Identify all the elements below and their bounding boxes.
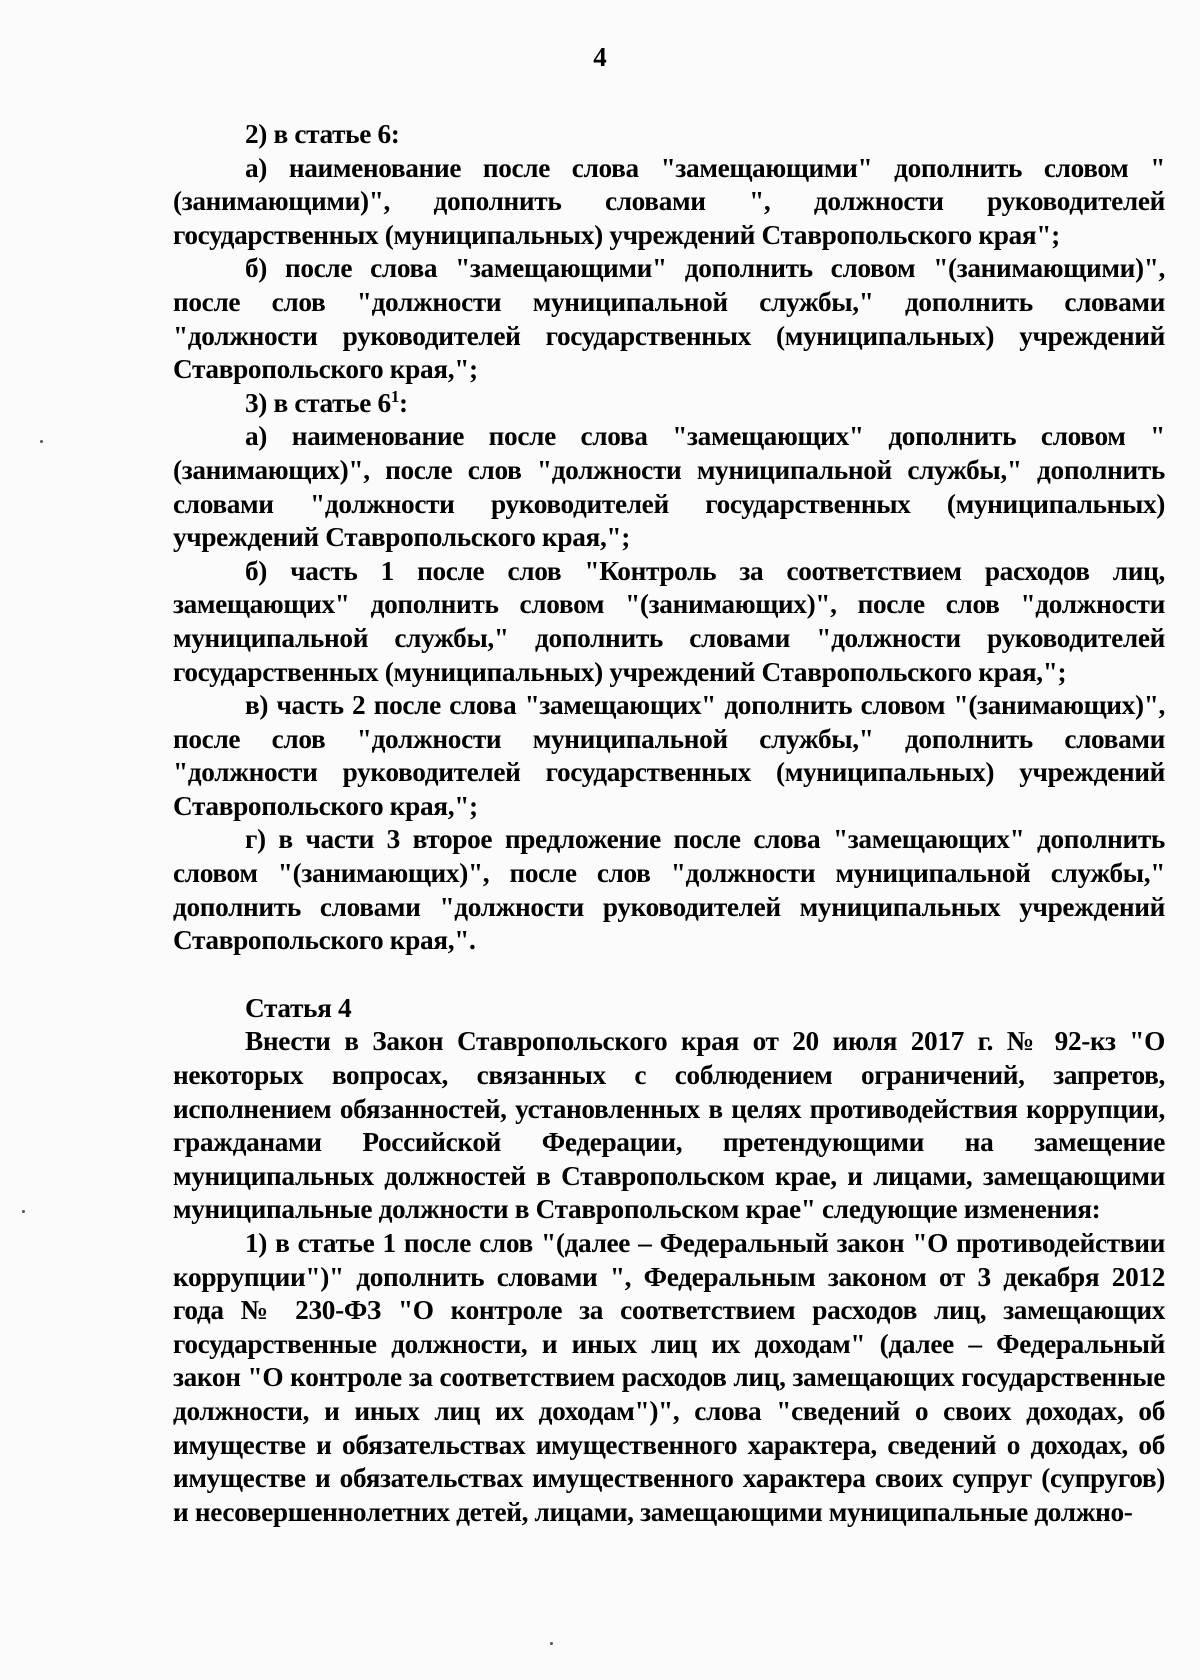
scan-speck xyxy=(550,1642,553,1645)
paragraph-article4-1: 1) в статье 1 после слов "(далее – Федеральный закон "О противодействии коррупции")" дополнить словами ", Федеральным законом от 3 декабря 2012 года № 230-ФЗ "О контроле за соответствием расходов лиц, замещающих государственные должности, и иных лиц их доходам" (далее – Федеральный закон "О контроле за соответствием расходов лиц, замещающих государственные должности, и иных лиц их доходам")", слова "сведений о своих доходах, об имуществе и обязательствах имущественного характера, сведений о доходах, об имуществе и обязательствах имущественного характера своих супруг (супругов) и несовершеннолетних детей, лицами, замещающими муниципальные должно- xyxy=(173,1228,1165,1527)
article6-1-superscript: 1 xyxy=(390,386,399,406)
section-spacer xyxy=(173,958,1165,992)
document-body xyxy=(173,118,1165,1529)
paragraph-article6-b: б) после слова "замещающими" дополнить словом "(занимающими)", после слов "должности муниципальной службы," дополнить словами "должности руководителей государственных (муниципальных) учреждений Ставропольского края,"; xyxy=(173,253,1165,385)
paragraph-article6-a: а) наименование после слова "замещающими" дополнить словом "(занимающими)", дополнить словами ", должности руководителей государственных (муниципальных) учреждений Ставропольского края"; xyxy=(173,152,1165,250)
paragraph-article6-1-a: а) наименование после слова "замещающих" дополнить словом "(занимающих)", после слов "должности муниципальной службы," дополнить словами "должности руководителей государственных (муниципальных) учреждений Ставропольского края,"; xyxy=(173,421,1165,553)
paragraph-article6-intro: 2) в статье 6: xyxy=(245,119,400,149)
scan-speck xyxy=(40,440,43,443)
article6-1-colon: : xyxy=(398,387,408,418)
scan-speck xyxy=(22,1210,25,1213)
paragraph-article6-1-v: в) часть 2 после слова "замещающих" дополнить словом "(занимающих)", после слов "должности муниципальной службы," дополнить словами "должности руководителей государственных (муниципальных) учреждений Ставропольского края,"; xyxy=(173,690,1165,821)
paragraph-article4-intro: Внести в Закон Ставропольского края от 20 июля 2017 г. № 92-кз "О некоторых вопросах, связанных с соблюдением ограничений, запретов, исполнением обязанностей, установленных в целях противодействия коррупции, гражданами Российской Федерации, претендующими на замещение муниципальных должностей в Ставропольском крае, и лицами, замещающими муниципальные должности в Ставропольском крае" следующие изменения: xyxy=(173,1026,1165,1225)
paragraph-article6-1-g: г) в части 3 второе предложение после слова "замещающих" дополнить словом "(занимающих)", после слов "должности муниципальной службы," дополнить словами "должности руководителей муниципальных учреждений Ставропольского края,". xyxy=(173,824,1165,956)
page-number: 4 xyxy=(593,42,607,72)
paragraph-article6-1-intro xyxy=(173,387,1165,421)
paragraph-article6-1-b: б) часть 1 после слов "Контроль за соответствием расходов лиц, замещающих" дополнить словом "(занимающих)", после слов "должности муниципальной службы," дополнить словами "должности руководителей государственных (муниципальных) учреждений Ставропольского края,"; xyxy=(173,555,1165,687)
article-4-heading: Статья 4 xyxy=(245,992,352,1023)
article6-1-label: 3) в статье 6 xyxy=(245,387,391,418)
